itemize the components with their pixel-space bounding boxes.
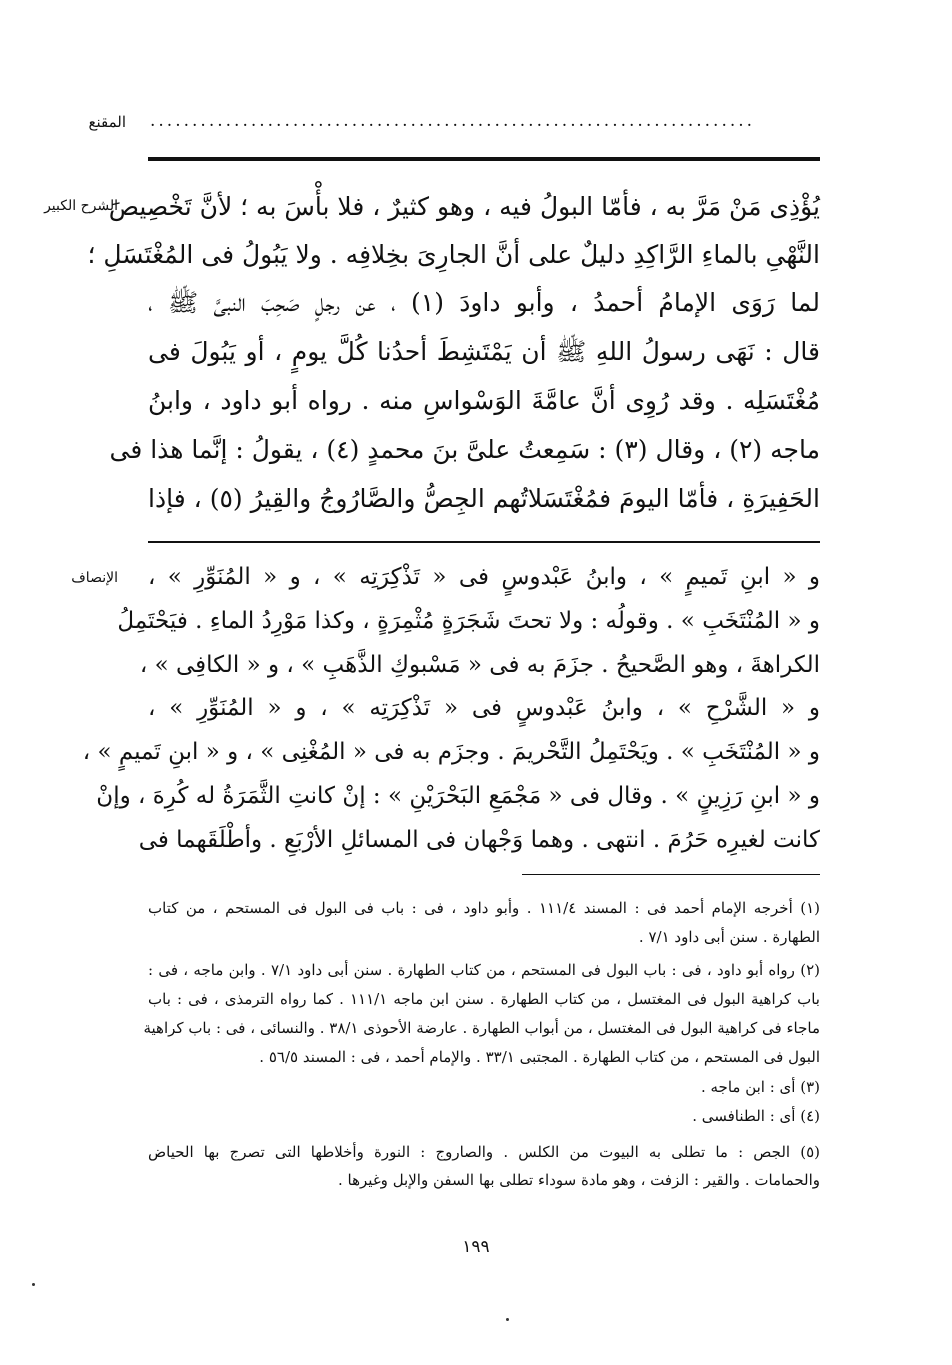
footnote-line: الطهارة . سنن أبى داود ٧/١ . bbox=[638, 928, 820, 946]
insaf-line: و « الشَّرْحِ » ، وابنُ عَبْدوسٍ فى « تَذْكِرَتِه » ، و « المُنَوِّرِ » ، bbox=[148, 695, 820, 721]
sharh-line: يُؤْذِى مَنْ مَرَّ به ، فأمّا البولُ فيه ، وهو كثيرٌ ، فلا بأْسَ به ؛ لأنَّ تَخْصِيصَ bbox=[108, 192, 820, 221]
sharh-line: قال : نَهَى رسولُ اللهِ ﷺ أن يَمْتَشِطَ أحدُنا كُلَّ يومٍ ، أو يَبُولَ فى bbox=[148, 337, 820, 366]
scan-speck bbox=[32, 1283, 35, 1286]
sharh-line: ماجه (٢) ، وقال (٣) : سَمِعتُ علىَّ بنَ محمدٍ (٤) ، يقولُ : إنَّما هذا فى bbox=[109, 435, 820, 464]
footnote-line: (١) أخرجه الإمام أحمد فى : المسند ١١١/٤ . وأبو داود ، فى : باب فى البول فى المستحم ، من كتاب bbox=[148, 899, 820, 917]
footnote-line: البول فى المستحم ، من كتاب الطهارة . المجتبى ٣٣/١ . والإمام أحمد ، فى : المسند ٥٦/٥ . bbox=[259, 1048, 820, 1066]
footnote-line: باب كراهية البول فى المغتسل ، من كتاب الطهارة . سنن ابن ماجه ١١١/١ . كما رواه الترمذى ، فى : باب bbox=[148, 990, 820, 1008]
header-dotted-leader: ........................................................................ bbox=[150, 111, 756, 131]
sharh-line: لما رَوَى الإمامُ أحمدُ ، وأبو داودَ (١) ، عن رجلٍ صَحِبَ النبىَّ ﷺ ، bbox=[148, 288, 820, 317]
footnote-line: (٣) أى : ابن ماجه . bbox=[700, 1078, 820, 1096]
section-label-sharh: الشرح الكبير bbox=[44, 198, 118, 214]
footnote-line: (٢) رواه أبو داود ، فى : باب البول فى المستحم ، من كتاب الطهارة . سنن أبى داود ٧/١ . وابن ماجه ، فى : bbox=[148, 961, 820, 979]
running-header-title: المقنع bbox=[88, 113, 126, 131]
footnote-rule bbox=[522, 874, 820, 875]
section-label-insaf: الإنصاف bbox=[71, 570, 118, 586]
insaf-line: كانت لغيرِه حَرُمَ . انتهى . وهما وَجْهان فى المسائلِ الأرْبَعِ . وأطْلَقَهما فى bbox=[138, 827, 820, 853]
insaf-line: و « المُنْتَخَبِ » . ويَحْتَمِلُ التَّحْريمَ . وجزَم به فى « المُغْنِى » ، و « ابنِ تَميمٍ » ، bbox=[82, 739, 820, 765]
insaf-line: الكراهةَ ، وهو الصَّحيحُ . جزَمَ به فى « مَسْبوكِ الذَّهَبِ » ، و « الكافِى » ، bbox=[139, 652, 820, 678]
sharh-line: مُغْتَسَلِه . وقد رُوِى أنَّ عامَّةَ الوَسْواسِ منه . رواه أبو داود ، وابنُ bbox=[148, 386, 820, 415]
sharh-line: الحَفِيرَةِ ، فأمّا اليومَ فمُغْتَسَلاتُهم الجِصُّ والصَّارُوجُ والقِيرُ (٥) ، فإذا bbox=[148, 484, 820, 513]
footnote-line: والحمامات . والقير : الزفت ، وهو مادة سوداء تطلى بها السفن والإبل وغيرها . bbox=[338, 1171, 820, 1189]
section-divider bbox=[148, 541, 820, 543]
footnote-line: (٥) الجص : ما تطلى به البيوت من الكلس . والصاروج : النورة وأخلاطها التى تصرج بها الحياض bbox=[148, 1143, 820, 1161]
header-rule bbox=[148, 157, 820, 161]
page-number: ١٩٩ bbox=[462, 1237, 490, 1257]
insaf-line: و « ابنِ تَميمٍ » ، وابنُ عَبْدوسٍ فى « تَذْكِرَتِه » ، و « المُنَوِّرِ » ، bbox=[148, 564, 820, 590]
sharh-line: النَّهْىِ بالماءِ الرَّاكِدِ دليلٌ على أنَّ الجارِىَ بخِلافِه . ولا يَبُولُ فى المُغْتَسَلِ ؛ bbox=[87, 240, 820, 269]
insaf-line: و « ابنِ رَزِينٍ » . وقال فى « مَجْمَعِ البَحْرَيْنِ » : إنْ كانتِ الثَّمَرَةُ له كُرِهَ ، وإنْ bbox=[96, 783, 820, 809]
insaf-line: و « المُنْتَخَبِ » . وقولُه : ولا تحتَ شَجَرَةٍ مُثْمِرَةٍ ، وكذا مَوْرِدُ الماءِ . فيَحْتَمِلُ bbox=[117, 608, 820, 634]
footnote-line: (٤) أى : الطنافسى . bbox=[692, 1107, 820, 1125]
footnote-line: ماجاء فى كراهية البول فى المغتسل ، من أبواب الطهارة . عارضة الأحوذى ٣٨/١ . والنسائى ، فى : باب كراهية bbox=[143, 1019, 820, 1037]
scan-speck bbox=[506, 1318, 509, 1321]
